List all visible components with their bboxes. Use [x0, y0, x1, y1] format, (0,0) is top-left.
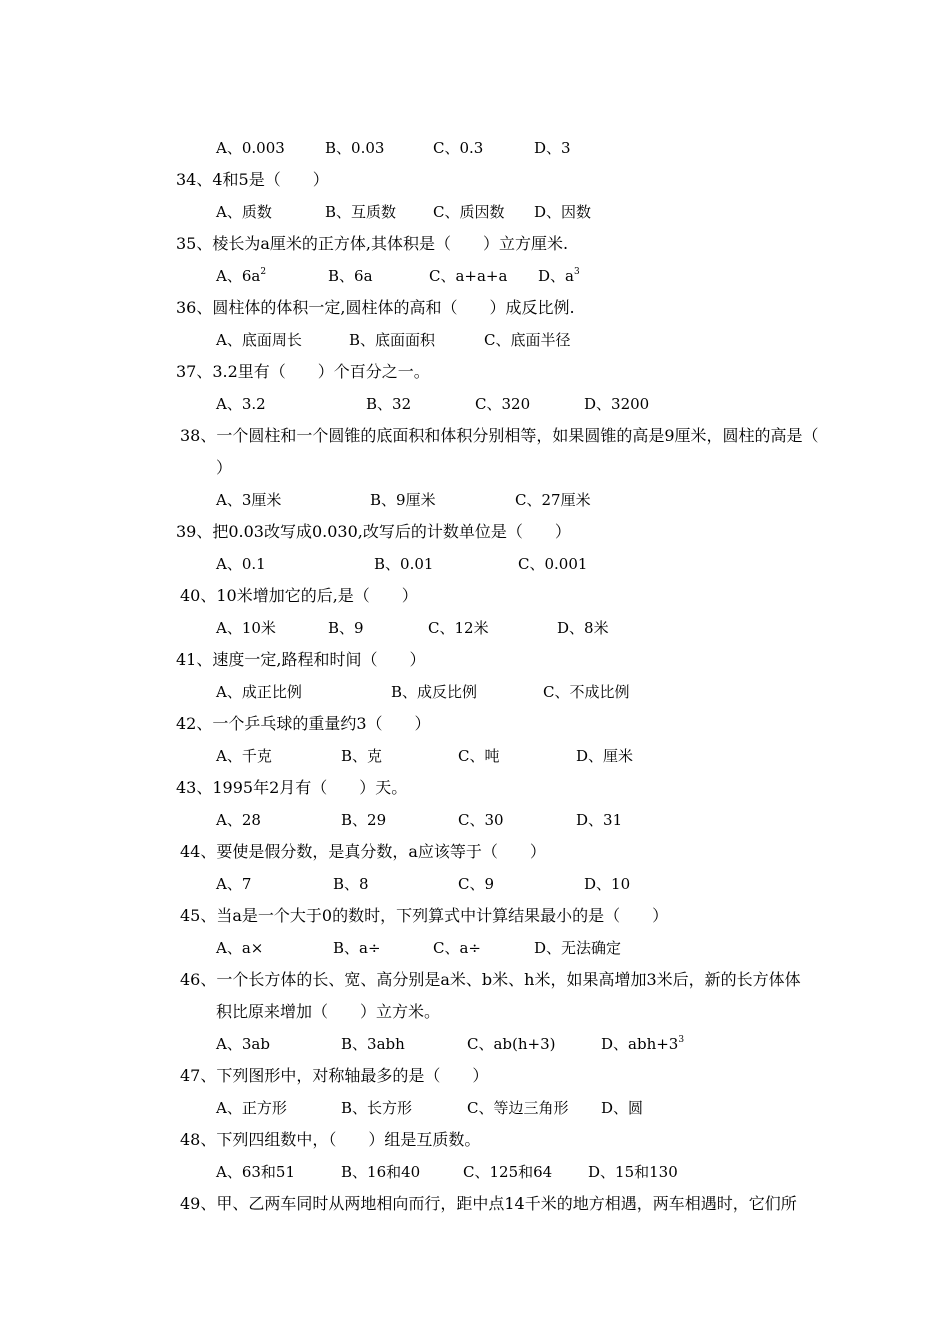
q33-option-a: A、0.003 — [216, 139, 285, 157]
q45-option-c: C、a÷ — [433, 939, 481, 957]
q39-option-c: C、0.001 — [518, 555, 588, 573]
q44-option-c: C、9 — [458, 875, 495, 893]
q48-option-a: A、63和51 — [216, 1163, 296, 1181]
q47-option-b: B、长方形 — [341, 1099, 413, 1117]
q36-option-c: C、底面半径 — [484, 331, 571, 349]
q48-option-c: C、125和64 — [463, 1163, 553, 1181]
question-36: 36、圆柱体的体积一定,圆柱体的高和（ ）成反比例. — [176, 298, 575, 317]
q46-option-a — [216, 1034, 270, 1054]
q46-option-a-text: A、3ab — [216, 1035, 270, 1053]
question-45: 45、当a是一个大于0的数时，下列算式中计算结果最小的是（ ） — [180, 906, 669, 925]
question-34: 34、4和5是（ ） — [176, 170, 329, 189]
q48-option-d: D、15和130 — [588, 1163, 678, 1181]
question-44: 44、要使是假分数，是真分数，a应该等于（ ） — [180, 842, 546, 861]
question-42: 42、一个乒乓球的重量约3（ ） — [176, 714, 431, 733]
question-47: 47、下列图形中，对称轴最多的是（ ） — [180, 1066, 489, 1085]
question-35: 35、棱长为a厘米的正方体,其体积是（ ）立方厘米. — [176, 234, 569, 253]
q35-option-d-text: D、a — [538, 267, 574, 285]
q40-option-c: C、12米 — [428, 619, 489, 637]
question-43: 43、1995年2月有（ ）天。 — [176, 778, 408, 797]
q40-option-b: B、9 — [328, 619, 364, 637]
q39-option-a: A、0.1 — [216, 555, 266, 573]
q47-option-d: D、圆 — [601, 1099, 644, 1117]
q44-option-d: D、10 — [584, 875, 631, 893]
question-38-continued: ） — [216, 458, 233, 477]
question-46: 46、一个长方体的长、宽、高分别是a米、b米、h米，如果高增加3米后，新的长方体体 — [180, 970, 801, 989]
q37-option-b: B、32 — [366, 395, 412, 413]
q34-option-a: A、质数 — [216, 203, 272, 221]
question-39: 39、把0.03改写成0.030,改写后的计数单位是（ ） — [176, 522, 571, 541]
q41-option-b: B、成反比例 — [391, 683, 478, 701]
q43-option-d: D、31 — [576, 811, 623, 829]
q40-option-d: D、8米 — [557, 619, 609, 637]
q37-option-c: C、320 — [475, 395, 531, 413]
q44-option-a: A、7 — [216, 875, 252, 893]
q41-option-c: C、不成比例 — [543, 683, 630, 701]
q34-option-c: C、质因数 — [433, 203, 505, 221]
q46-option-c-text: C、ab(h+3) — [467, 1035, 556, 1053]
question-48: 48、下列四组数中，（ ）组是互质数。 — [180, 1130, 481, 1149]
q35-option-d-exponent: 3 — [573, 267, 580, 277]
q39-option-b: B、0.01 — [374, 555, 434, 573]
q35-option-a — [216, 266, 266, 286]
question-38: 38、一个圆柱和一个圆锥的底面积和体积分别相等，如果圆锥的高是9厘米，圆柱的高是（ — [180, 426, 819, 445]
q43-option-a: A、28 — [216, 811, 261, 829]
question-40: 40、10米增加它的后,是（ ） — [180, 586, 418, 605]
question-49: 49、甲、乙两车同时从两地相向而行，距中点14千米的地方相遇，两车相遇时，它们所 — [180, 1194, 797, 1213]
q35-option-a-exponent: 2 — [260, 267, 267, 277]
q46-option-c — [467, 1034, 556, 1054]
question-37: 37、3.2里有（ ）个百分之一。 — [176, 362, 430, 381]
q42-option-d: D、厘米 — [576, 747, 634, 765]
q40-option-a: A、10米 — [216, 619, 276, 637]
q36-option-a: A、底面周长 — [216, 331, 302, 349]
q35-option-c-text: C、a+a+a — [429, 267, 508, 285]
q45-option-d: D、无法确定 — [534, 939, 622, 957]
q37-option-a: A、3.2 — [216, 395, 266, 413]
q42-option-c: C、吨 — [458, 747, 500, 765]
q41-option-a: A、成正比例 — [216, 683, 302, 701]
question-41: 41、速度一定,路程和时间（ ） — [176, 650, 426, 669]
q38-option-b: B、9厘米 — [370, 491, 436, 509]
q33-option-d: D、3 — [534, 139, 571, 157]
q38-option-a: A、3厘米 — [216, 491, 282, 509]
q43-option-b: B、29 — [341, 811, 387, 829]
q46-option-d-text: D、abh+3 — [601, 1035, 679, 1053]
q33-option-c: C、0.3 — [433, 139, 484, 157]
q45-option-b: B、a÷ — [333, 939, 381, 957]
question-46-continued: 积比原来增加（ ）立方米。 — [216, 1002, 441, 1021]
q42-option-a: A、千克 — [216, 747, 272, 765]
q47-option-a: A、正方形 — [216, 1099, 287, 1117]
q46-option-b-text: B、3abh — [341, 1035, 405, 1053]
q35-option-c — [429, 266, 507, 286]
q45-option-a: A、a× — [216, 939, 264, 957]
q44-option-b: B、8 — [333, 875, 369, 893]
q46-option-b — [341, 1034, 405, 1054]
q33-option-b: B、0.03 — [325, 139, 385, 157]
q43-option-c: C、30 — [458, 811, 504, 829]
q46-option-d — [601, 1034, 684, 1054]
q35-option-b-text: B、6a — [328, 267, 373, 285]
q35-option-a-text: A、6a — [216, 267, 261, 285]
q42-option-b: B、克 — [341, 747, 383, 765]
q37-option-d: D、3200 — [584, 395, 650, 413]
q34-option-b: B、互质数 — [325, 203, 397, 221]
q34-option-d: D、因数 — [534, 203, 592, 221]
q35-option-d — [538, 266, 580, 286]
q48-option-b: B、16和40 — [341, 1163, 421, 1181]
q47-option-c: C、等边三角形 — [467, 1099, 569, 1117]
q38-option-c: C、27厘米 — [515, 491, 591, 509]
q46-option-d-exponent: 3 — [678, 1035, 685, 1045]
q36-option-b: B、底面面积 — [349, 331, 436, 349]
q35-option-b — [328, 266, 373, 286]
